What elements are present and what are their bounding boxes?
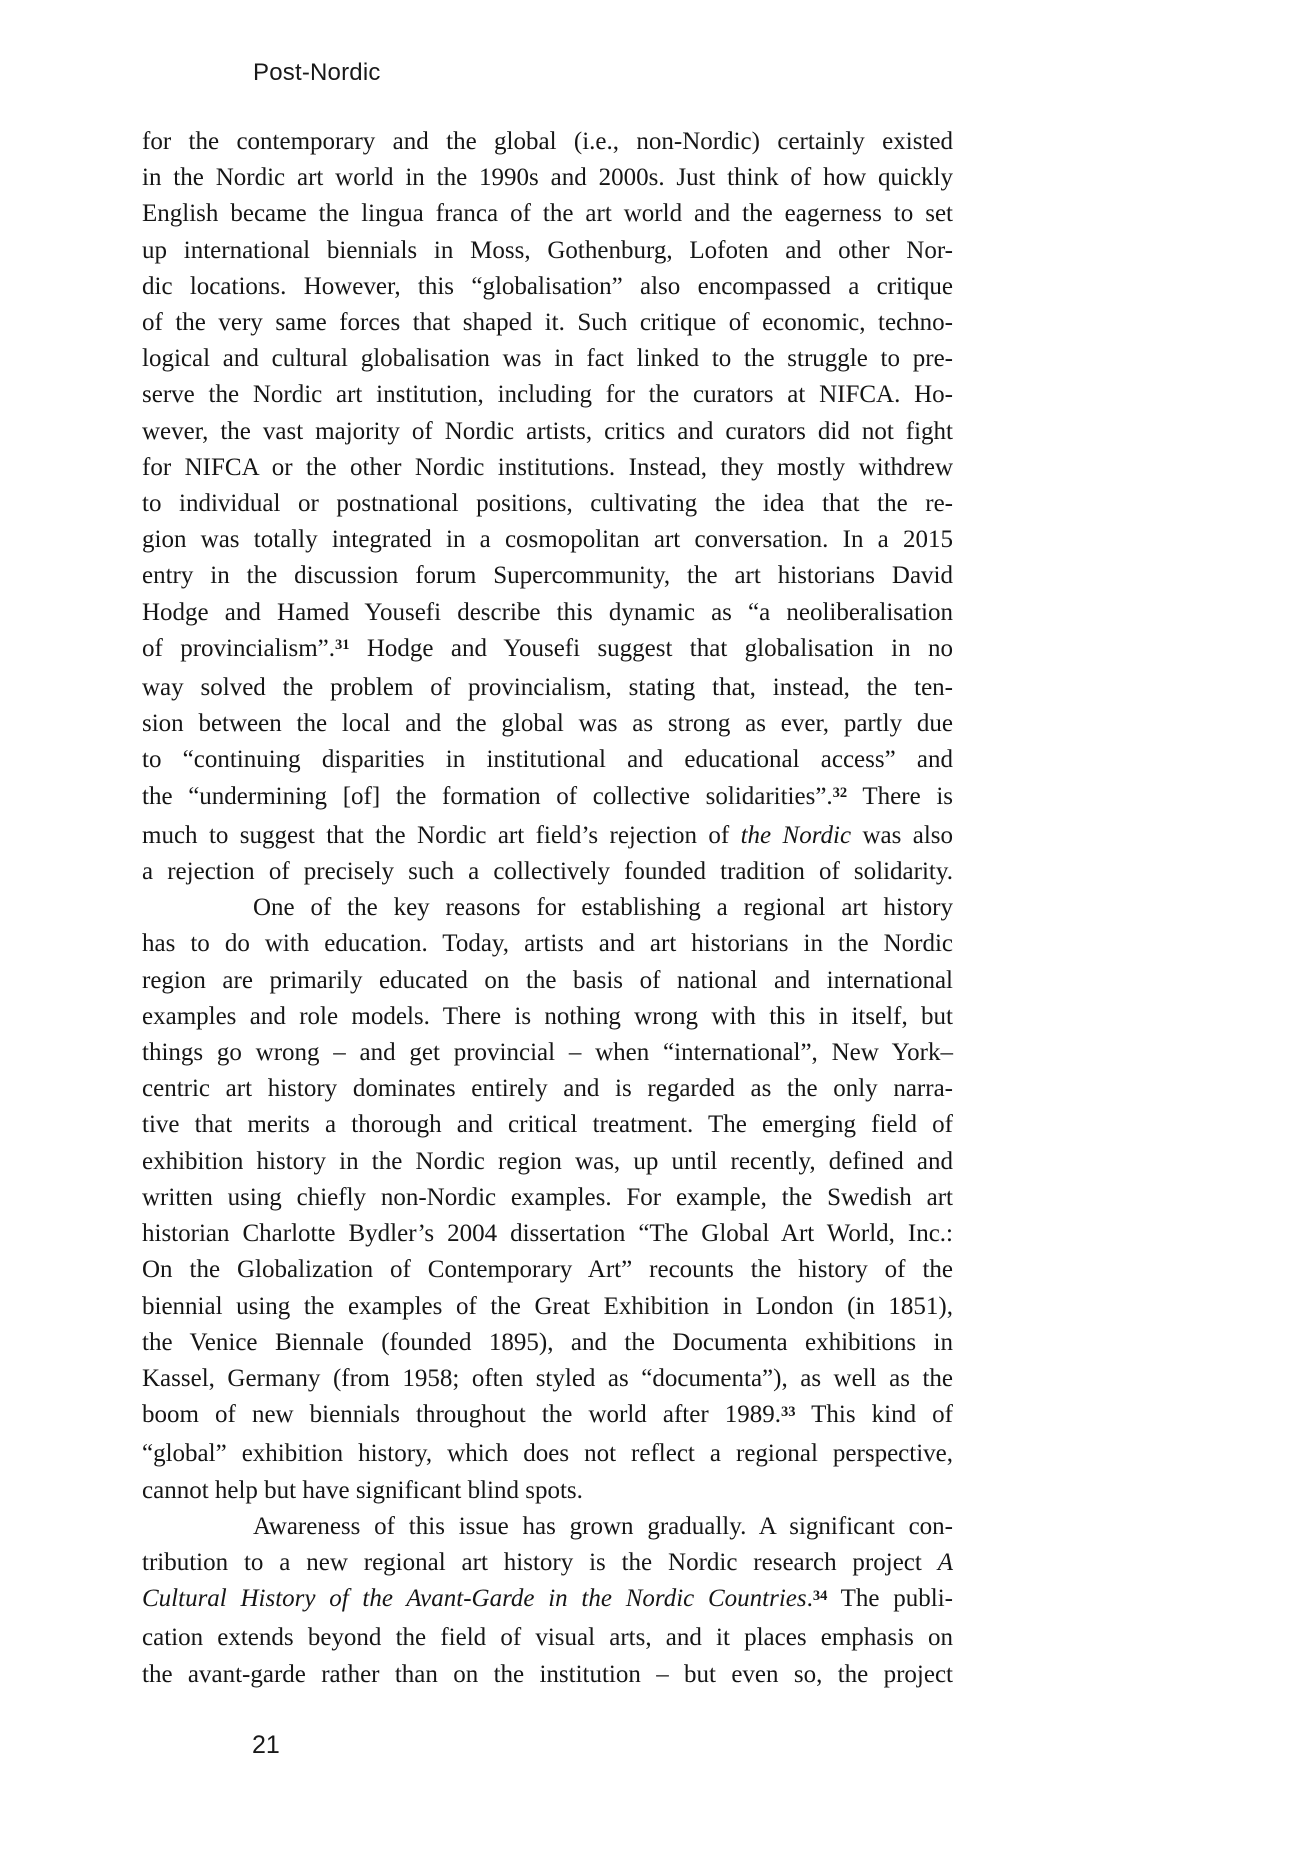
page-number: 21 (252, 1731, 280, 1759)
text-line: gion was totally integrated in a cosmopolitan art conversation. In a 2015 (142, 526, 953, 554)
paragraph (142, 124, 953, 890)
paragraph (142, 1509, 953, 1693)
text-line: written using chiefly non-Nordic examples. For example, the Swedish art (142, 1183, 953, 1211)
text-line: Kassel, Germany (from 1958; often styled as “documenta”), as well as the (142, 1364, 953, 1392)
text-line: examples and role models. There is nothing wrong with this in itself, but (142, 1002, 953, 1030)
text-line: to individual or postnational positions, cultivating the idea that the re- (142, 490, 953, 518)
text-line: cannot help but have significant blind spots. (142, 1476, 583, 1504)
text-line: region are primarily educated on the basis of national and international (142, 966, 953, 994)
text-line: exhibition history in the Nordic region was, up until recently, defined and (142, 1147, 953, 1175)
text-line: wever, the vast majority of Nordic artists, critics and curators did not fight (142, 417, 953, 445)
text-line: centric art history dominates entirely and is regarded as the only narra- (142, 1075, 953, 1103)
text-line: historian Charlotte Bydler’s 2004 dissertation “The Global Art World, Inc.: (142, 1220, 953, 1248)
text-line: of provincialism”.$^{31}$ Hodge and Yousefi suggest that globalisation in no (142, 634, 953, 662)
text-line: a rejection of precisely such a collectively founded tradition of solidarity. (142, 858, 953, 886)
text-line: up international biennials in Moss, Gothenburg, Lofoten and other Nor- (142, 236, 953, 264)
text-line: biennial using the examples of the Great Exhibition in London (in 1851), (142, 1292, 953, 1320)
text-line: “global” exhibition history, which does not reflect a regional perspective, (142, 1440, 953, 1468)
text-line: Cultural History of the Avant-Garde in the Nordic Countries.$^{34}$ The publi- (142, 1585, 953, 1613)
text-line: the avant-garde rather than on the institution – but even so, the project (142, 1660, 953, 1688)
text-line: things go wrong – and get provincial – when “international”, New York– (142, 1039, 953, 1067)
footnote-marker: 34 (812, 1587, 828, 1604)
text-line: cation extends beyond the field of visual arts, and it places emphasis on (142, 1624, 953, 1652)
text-line: tive that merits a thorough and critical treatment. The emerging field of (142, 1111, 953, 1139)
text-line: has to do with education. Today, artists and art historians in the Nordic (142, 930, 953, 958)
text-line: much to suggest that the Nordic art field’s rejection of the Nordic was also (142, 821, 953, 849)
text-line: logical and cultural globalisation was in fact linked to the struggle to pre- (142, 345, 953, 373)
text-line: dic locations. However, this “globalisation” also encompassed a critique (142, 272, 953, 300)
text-line: Hodge and Hamed Yousefi describe this dynamic as “a neoliberalisation (142, 598, 953, 626)
text-line: boom of new biennials throughout the world after 1989.33 This kind of (142, 1401, 954, 1429)
text-line: On the Globalization of Contemporary Art” recounts the history of the (142, 1256, 953, 1284)
text-line: for the contemporary and the global (i.e., non-Nordic) certainly existed (142, 128, 953, 155)
running-header: Post-Nordic (253, 59, 381, 86)
text-line: entry in the discussion forum Supercommunity, the art historians David (142, 562, 953, 590)
paragraph (142, 890, 953, 1508)
text-line: in the Nordic art world in the 1990s and 2000s. Just think of how quickly (142, 164, 953, 192)
text-line: tribution to a new regional art history is the Nordic research project A (142, 1548, 953, 1576)
text-line: One of the key reasons for establishing a regional art history (253, 894, 953, 922)
footnote-marker: 33 (780, 1403, 796, 1420)
text-line: serve the Nordic art institution, including for the curators at NIFCA. Ho- (142, 381, 953, 409)
text-line: for NIFCA or the other Nordic institutions. Instead, they mostly withdrew (142, 453, 953, 481)
text-line: sion between the local and the global was as strong as ever, partly due (142, 710, 953, 738)
body-text-block (142, 124, 953, 1693)
text-line: to “continuing disparities in institutional and educational access” and (142, 746, 953, 774)
footnote-marker: 32 (832, 785, 848, 802)
text-line: the “undermining [of] the formation of collective solidarities”.$^{32}$ There is (142, 782, 954, 810)
footnote-marker: 31 (335, 637, 350, 654)
text-line: the Venice Biennale (founded 1895), and the Documenta exhibitions in (142, 1328, 953, 1356)
text-line: Awareness of this issue has grown gradually. A significant con- (253, 1512, 953, 1540)
text-line: English became the lingua franca of the art world and the eagerness to set (142, 200, 953, 228)
text-line: way solved the problem of provincialism, stating that, instead, the ten- (142, 674, 953, 702)
text-line: of the very same forces that shaped it. Such critique of economic, techno- (142, 309, 953, 337)
